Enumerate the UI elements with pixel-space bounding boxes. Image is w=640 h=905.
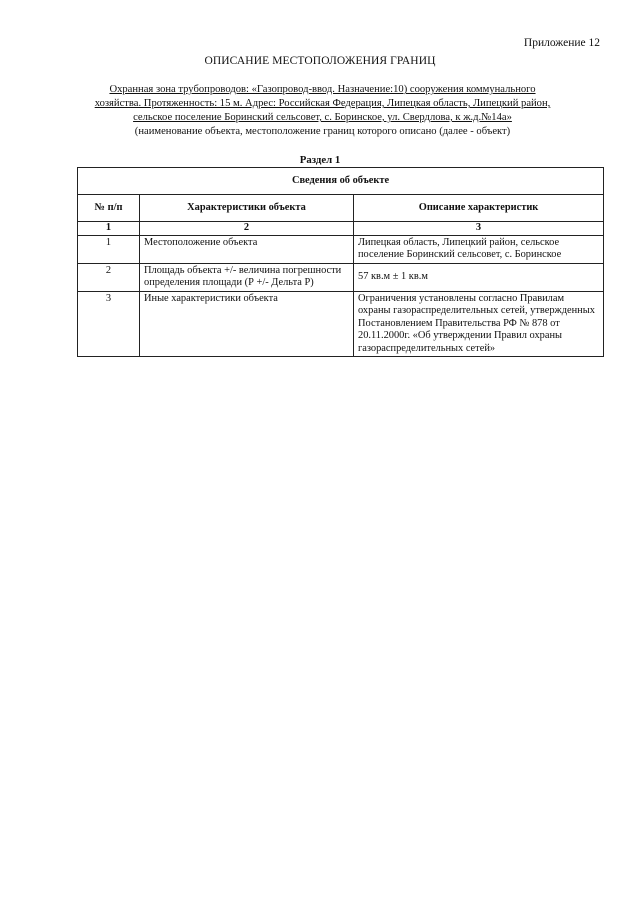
- column-number-row: [78, 222, 604, 236]
- row-characteristic: Площадь объекта +/- величина погрешности определения площади (Р +/- Дельта Р): [140, 263, 354, 291]
- table-row: [78, 263, 604, 291]
- document-title: ОПИСАНИЕ МЕСТОПОЛОЖЕНИЯ ГРАНИЦ: [204, 55, 436, 67]
- table-row: [78, 235, 604, 263]
- row-description: Липецкая область, Липецкий район, сельское поселение Боринский сельсовет, с. Боринское: [354, 235, 604, 263]
- row-number: 2: [78, 263, 140, 291]
- object-description-line-2: хозяйства. Протяженность: 15 м. Адрес: Российская Федерация, Липецкая область, Липецкий район,: [94, 98, 551, 109]
- row-description: Ограничения установлены согласно Правилам охраны газораспределительных сетей, утвержденных Постановлением Правительства РФ № 878 от 20.11.2000г. «Об утверждении Правил охраны газораспределительных сетей»: [354, 291, 604, 357]
- object-description: [80, 83, 565, 139]
- row-number: 3: [78, 291, 140, 357]
- object-description-line-3: сельское поселение Боринский сельсовет, с. Боринское, ул. Свердлова, к ж.д.№14а»: [133, 112, 512, 123]
- object-info-table: [77, 167, 604, 357]
- row-characteristic: Иные характеристики объекта: [140, 291, 354, 357]
- column-header-number: № п/п: [78, 195, 140, 222]
- column-number-3: 3: [354, 222, 604, 236]
- table-header-row: [78, 195, 604, 222]
- object-description-line-1: Охранная зона трубопроводов: «Газопровод-ввод. Назначение:10) сооружения коммунального: [109, 84, 536, 95]
- table-caption-row: [78, 168, 604, 195]
- row-description: 57 кв.м ± 1 кв.м: [358, 270, 428, 282]
- section-title: Раздел 1: [299, 154, 341, 166]
- column-number-2: 2: [140, 222, 354, 236]
- row-description-cell: [354, 263, 604, 291]
- column-number-1: 1: [78, 222, 140, 236]
- column-header-description: Описание характеристик: [354, 195, 604, 222]
- row-number: 1: [78, 235, 140, 263]
- appendix-label: Приложение 12: [523, 37, 600, 49]
- table-row: [78, 291, 604, 357]
- row-characteristic: Местоположение объекта: [140, 235, 354, 263]
- table-caption: Сведения об объекте: [78, 168, 604, 195]
- column-header-characteristic: Характеристики объекта: [140, 195, 354, 222]
- object-description-note: (наименование объекта, местоположение границ которого описано (далее - объект): [134, 126, 511, 137]
